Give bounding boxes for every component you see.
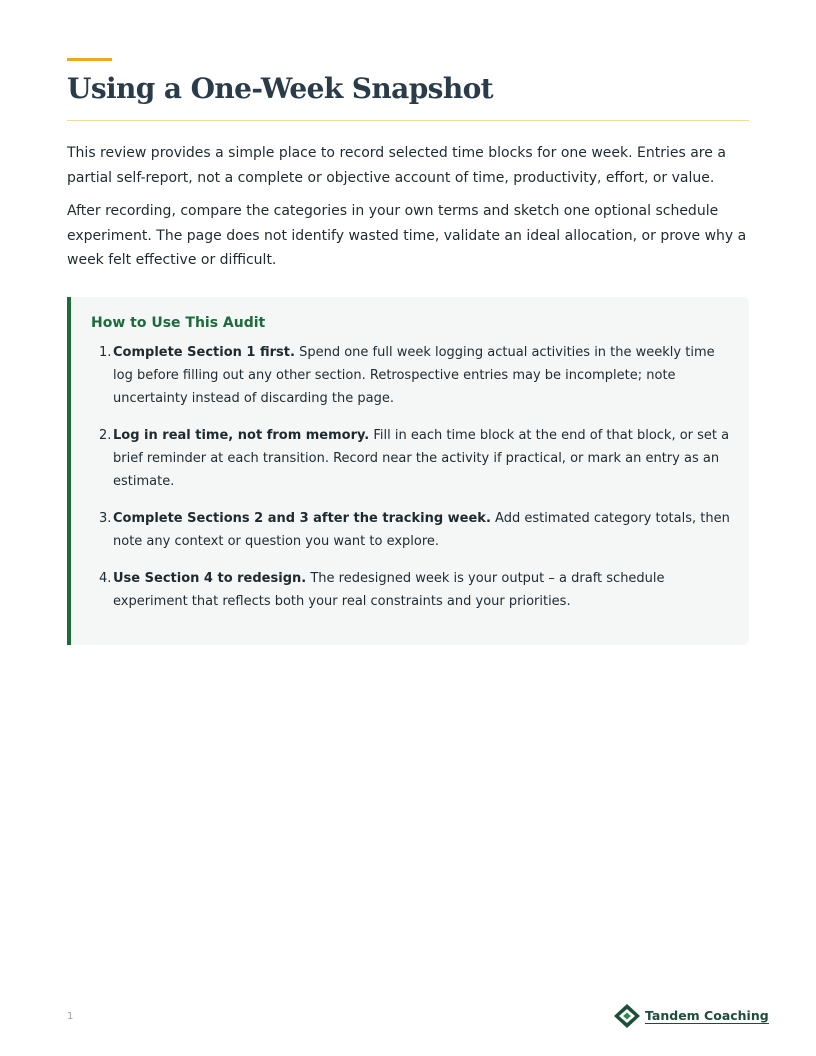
step-text: Add estimated category totals, then note any context or question you want to explore.: [113, 511, 730, 549]
step-item: [99, 567, 733, 613]
step-item: [99, 341, 733, 410]
step-lead: Log in real time, not from memory.: [113, 428, 370, 443]
step-item: [99, 424, 733, 493]
brand-footer: [613, 1003, 769, 1029]
title-accent-bar: [67, 58, 112, 61]
step-text: Fill in each time block at the end of that block, or set a brief reminder at each transition. Record near the activity if practical, or mark an entry as an estimate.: [113, 428, 730, 489]
intro-paragraph: This review provides a simple place to record selected time blocks for one week. Entries are a partial self-report, not a complete or objective account of time, productivity, effort, or value.: [67, 145, 726, 186]
how-to-heading: How to Use This Audit: [91, 315, 266, 331]
brand-name: Tandem Coaching: [645, 1007, 769, 1023]
step-text: Spend one full week logging actual activities in the weekly time log before filling out any other section. Retrospective entries may be incomplete; note uncertainty instead of discarding the page.: [113, 345, 715, 406]
step-number: 3.: [99, 511, 112, 526]
step-item: [99, 507, 733, 553]
title-divider: [67, 120, 749, 121]
step-number: 2.: [99, 428, 112, 443]
page-title: Using a One-Week Snapshot: [67, 72, 494, 105]
step-number: 4.: [99, 571, 112, 586]
intro-paragraph: After recording, compare the categories in your own terms and sketch one optional schedule experiment. The page does not identify wasted time, validate an ideal allocation, or prove why a week felt effective or difficult.: [67, 203, 747, 268]
step-lead: Complete Section 1 first.: [113, 345, 295, 360]
intro-section: [67, 141, 755, 273]
step-lead: Complete Sections 2 and 3 after the tracking week.: [113, 511, 491, 526]
diamond-logo-icon: [613, 1003, 641, 1029]
step-lead: Use Section 4 to redesign.: [113, 571, 307, 586]
step-number: 1.: [99, 345, 112, 360]
how-to-callout: [67, 297, 749, 645]
step-text: The redesigned week is your output – a draft schedule experiment that reflects both your real constraints and your priorities.: [113, 571, 665, 609]
page-number: 1: [67, 1011, 74, 1022]
how-to-steps-list: [99, 341, 733, 627]
